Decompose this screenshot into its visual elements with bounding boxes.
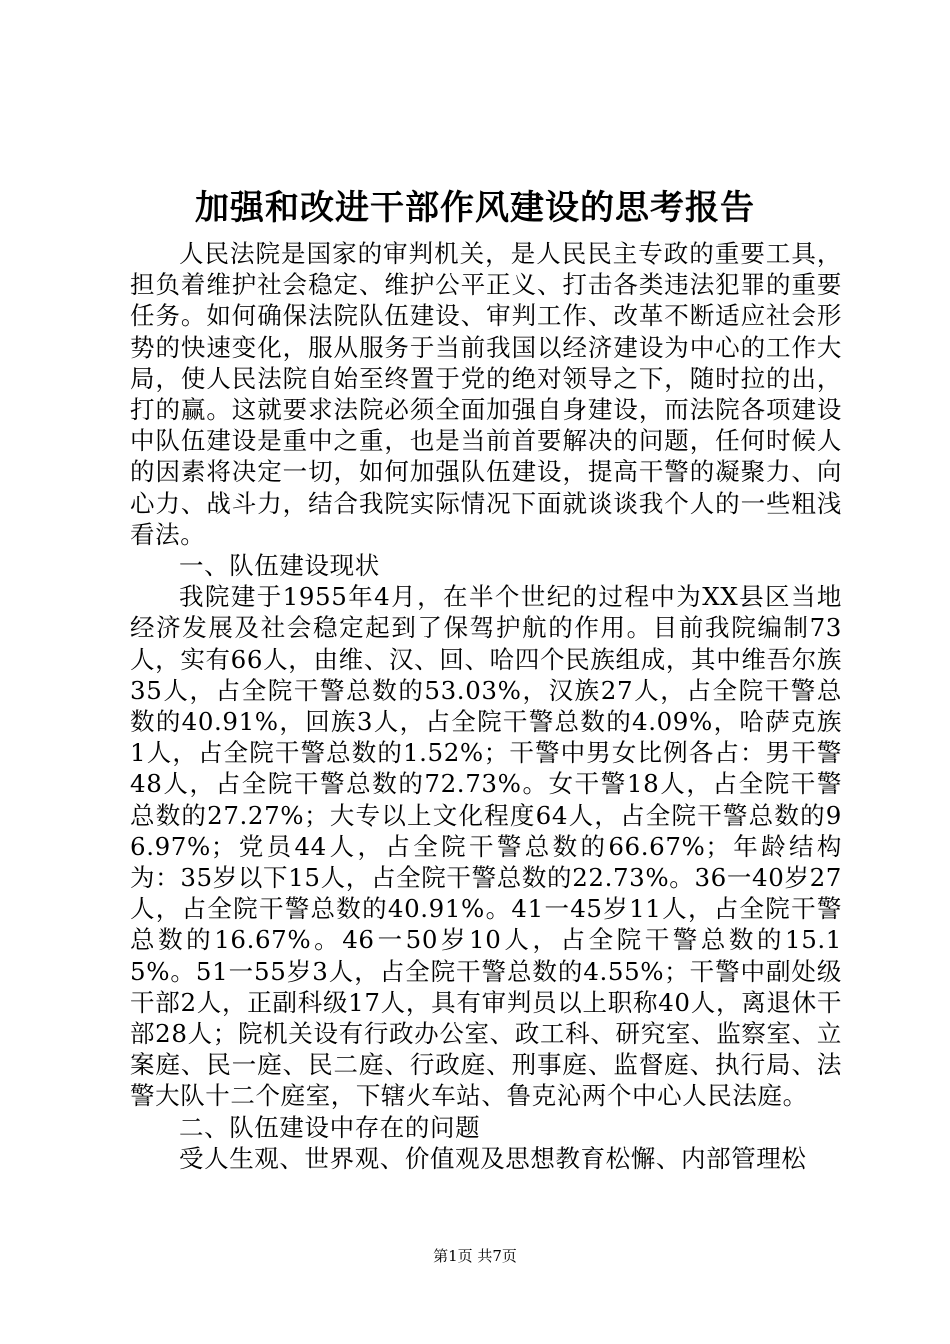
page-number-footer: 第1页 共7页 (433, 1247, 517, 1265)
document-body (130, 238, 842, 1174)
paragraph-problems: 受人生观、世界观、价值观及思想教育松懈、内部管理松 (179, 1143, 807, 1173)
paragraph-status: 我院建于1955年4月，在半个世纪的过程中为XX县区当地经济发展及社会稳定起到了保驾护航的作用。目前我院编制73人，实有66人，由维、汉、回、哈四个民族组成，其中维吾尔族35人，占全院干警总数的53.03%，汉族27人，占全院干警总数的40.91%，回族3人，占全院干警总数的4.09%，哈萨克族1人，占全院干警总数的1.52%；干警中男女比例各占：男干警48人，占全院干警总数的72.73%。女干警18人，占全院干警总数的27.27%；大专以上文化程度64人，占全院干警总数的96.97%；党员44人，占全院干警总数的66.67%；年龄结构为：35岁以下15人，占全院干警总数的22.73%。36一40岁27人，占全院干警总数的40.91%。41一45岁11人，占全院干警总数的16.67%。46一50岁10人，占全院干警总数的15.15%。51一55岁3人，占全院干警总数的4.55%；干警中副处级干部2人，正副科级17人，具有审判员以上职称40人，离退休干部28人；院机关设有行政办公室、政工科、研究室、监察室、立案庭、民一庭、民二庭、行政庭、刑事庭、监督庭、执行局、法警大队十二个庭室，下辖火车站、鲁克沁两个中心人民法庭。 (130, 582, 842, 1111)
paragraph-intro: 人民法院是国家的审判机关，是人民民主专政的重要工具，担负着维护社会稳定、维护公平正义、打击各类违法犯罪的重要任务。如何确保法院队伍建设、审判工作、改革不断适应社会形势的快速变化，服从服务于当前我国以经济建设为中心的工作大局，使人民法院自始至终置于党的绝对领导之下，随时拉的出，打的赢。这就要求法院必须全面加强自身建设，而法院各项建设中队伍建设是重中之重，也是当前首要解决的问题，任何时候人的因素将决定一切，如何加强队伍建设，提高干警的凝聚力、向心力、战斗力，结合我院实际情况下面就谈谈我个人的一些粗浅看法。 (130, 239, 842, 549)
section-heading-1: 一、队伍建设现状 (179, 551, 380, 581)
document-title: 加强和改进干部作风建设的思考报告 (195, 188, 755, 228)
section-heading-2: 二、队伍建设中存在的问题 (179, 1112, 481, 1142)
